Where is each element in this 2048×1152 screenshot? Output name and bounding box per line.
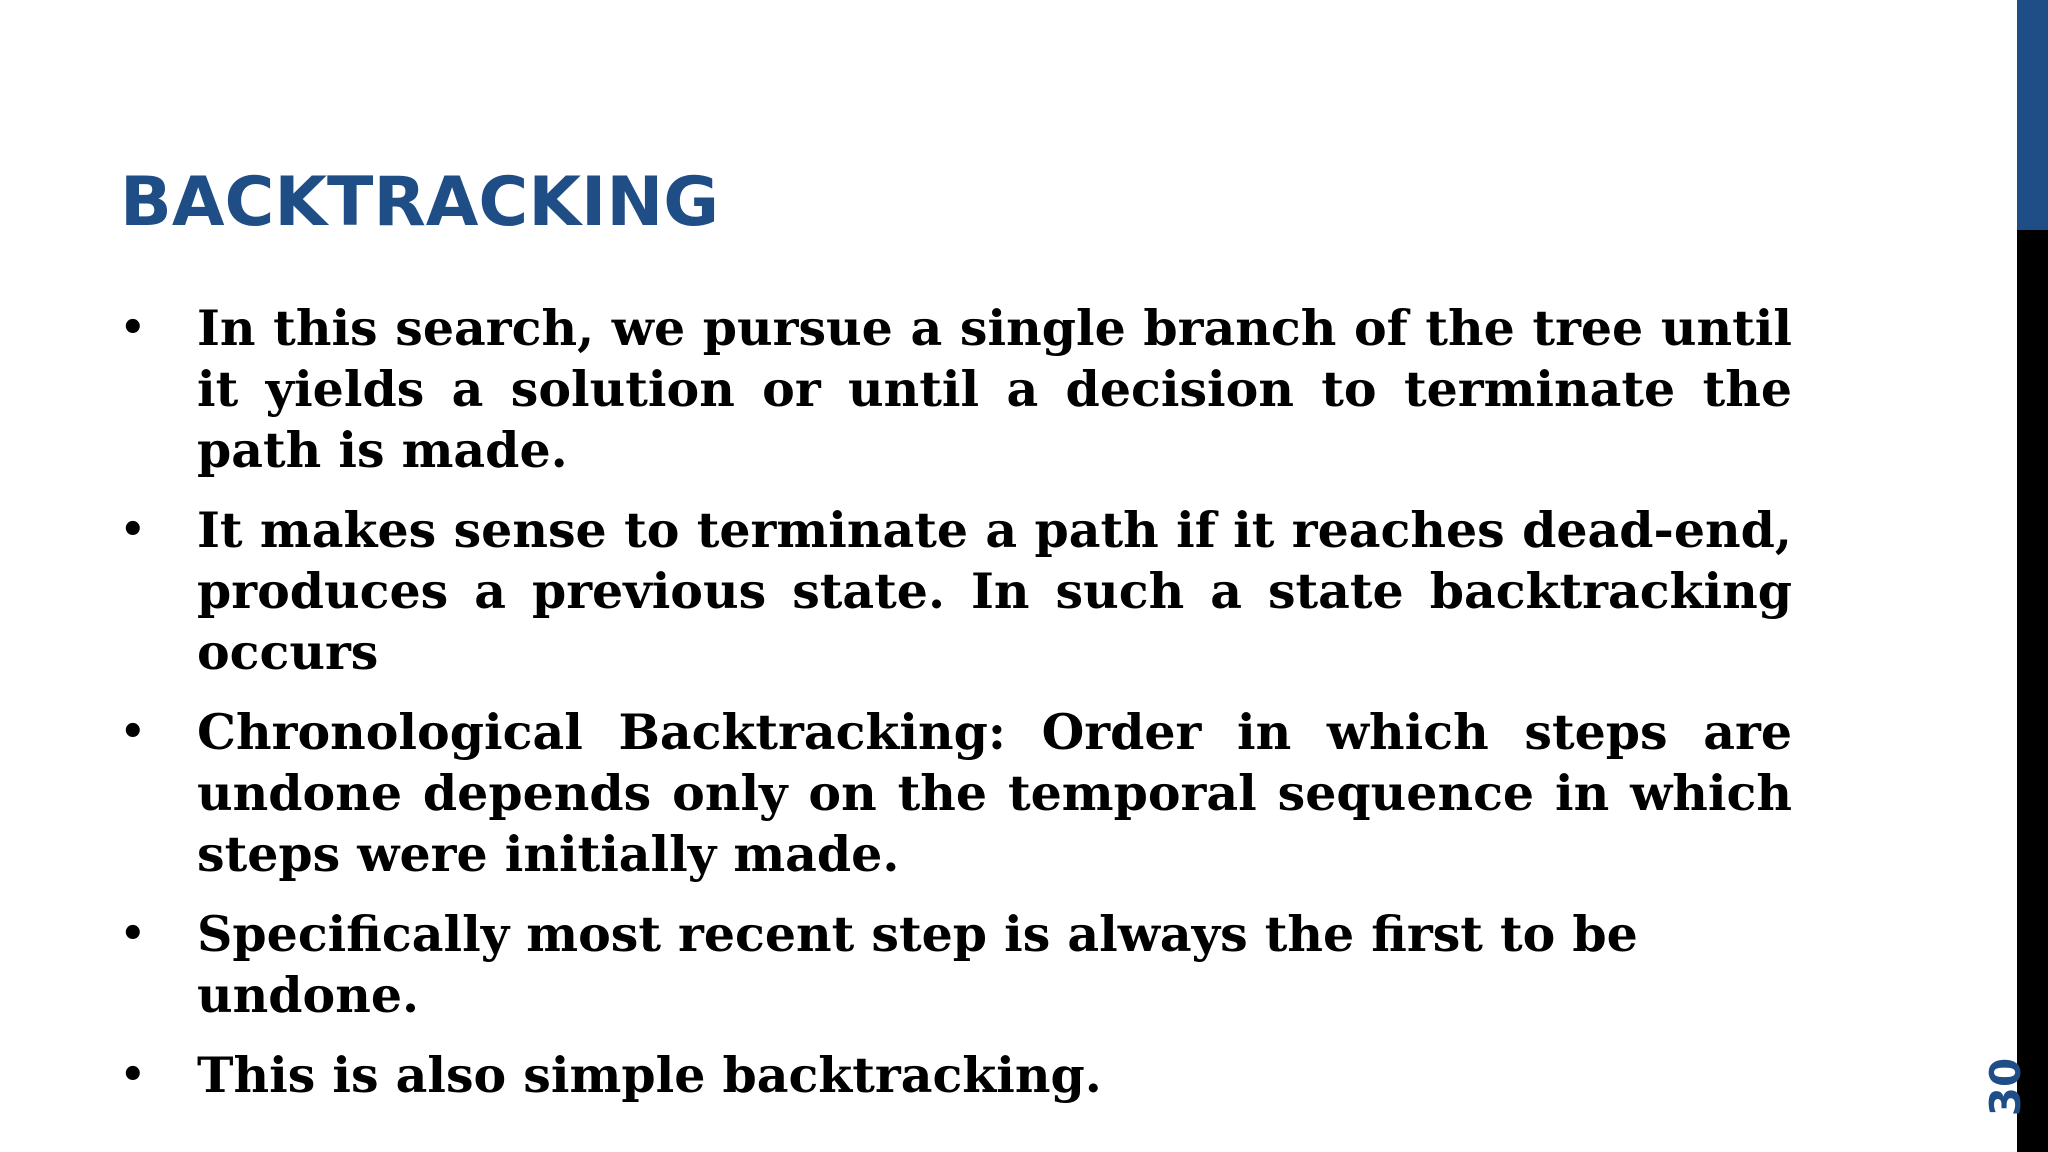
bullet-icon: • [120, 507, 146, 553]
bullet-icon: • [120, 911, 146, 957]
bullet-icon: • [120, 1052, 146, 1098]
bullet-item [120, 298, 1792, 481]
bullet-icon: • [120, 305, 146, 351]
bullet-text: It makes sense to terminate a path if it reaches dead-end, produces a previous state. In such a state backtracking occurs [197, 501, 1792, 681]
bullet-item [120, 702, 1792, 885]
bullet-item [120, 1045, 1792, 1106]
bullet-icon: • [120, 709, 146, 755]
side-accent-bar-top [2017, 0, 2048, 230]
bullet-item [120, 904, 1792, 1026]
bullet-text: In this search, we pursue a single branch of the tree until it yields a solution or until a decision to terminate the path is made. [197, 299, 1792, 479]
slide-title: BACKTRACKING [120, 163, 720, 242]
bullet-text: Specifically most recent step is always the first to be undone. [197, 905, 1638, 1024]
bullet-text: Chronological Backtracking: Order in which steps are undone depends only on the temporal sequence in which steps were initially made. [197, 703, 1792, 883]
page-number: 30 [1981, 1057, 2030, 1117]
bullet-item [120, 500, 1792, 683]
bullet-list [120, 298, 1792, 1125]
bullet-text: This is also simple backtracking. [197, 1046, 1102, 1104]
